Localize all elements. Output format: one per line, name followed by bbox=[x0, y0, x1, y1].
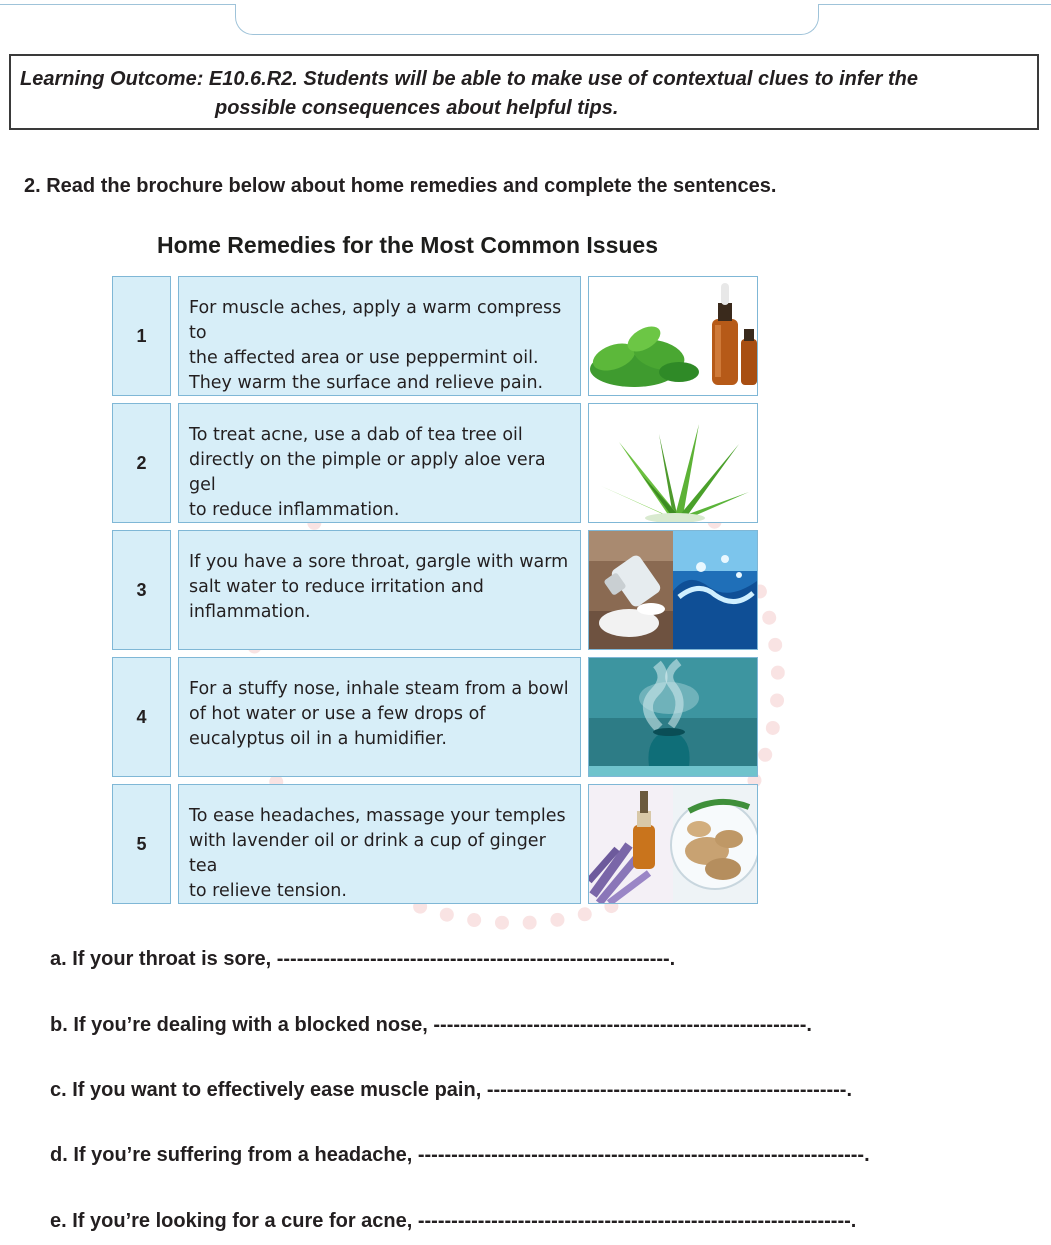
remedy-line: inflammation. bbox=[189, 602, 311, 622]
remedy-line: For a stuffy nose, inhale steam from a bowl bbox=[189, 679, 569, 699]
salt-water-image bbox=[588, 530, 758, 650]
completion-sentence-a[interactable]: a. If your throat is sore, -----------------------------------------------------------. bbox=[50, 948, 676, 970]
learning-outcome-line-1: Learning Outcome: E10.6.R2. Students will be able to make use of contextual clues to infer the bbox=[20, 68, 918, 90]
remedy-text bbox=[178, 276, 581, 396]
remedy-line: directly on the pimple or apply aloe vera gel bbox=[189, 450, 546, 495]
completion-sentence-b[interactable]: b. If you’re dealing with a blocked nose, --------------------------------------------------------. bbox=[50, 1014, 812, 1036]
remedy-row-4 bbox=[112, 657, 758, 777]
lavender-ginger-image bbox=[588, 784, 758, 904]
remedy-number: 5 bbox=[112, 784, 171, 904]
remedy-row-3 bbox=[112, 530, 758, 650]
remedy-text bbox=[178, 403, 581, 523]
remedy-line: eucalyptus oil in a humidifier. bbox=[189, 729, 447, 749]
remedy-line: to relieve tension. bbox=[189, 881, 347, 901]
humidifier-image bbox=[588, 657, 758, 777]
learning-outcome-box bbox=[9, 54, 1039, 130]
remedy-line: of hot water or use a few drops of bbox=[189, 704, 486, 724]
remedy-line: to reduce inflammation. bbox=[189, 500, 400, 520]
remedy-line: salt water to reduce irritation and bbox=[189, 577, 484, 597]
learning-outcome-line-2: possible consequences about helpful tips. bbox=[215, 97, 619, 119]
remedy-number: 3 bbox=[112, 530, 171, 650]
remedy-line: To treat acne, use a dab of tea tree oil bbox=[189, 425, 523, 445]
header-tab bbox=[235, 4, 819, 35]
remedy-number: 1 bbox=[112, 276, 171, 396]
remedy-text bbox=[178, 784, 581, 904]
remedy-line: the affected area or use peppermint oil. bbox=[189, 348, 539, 368]
remedy-line: For muscle aches, apply a warm compress to bbox=[189, 298, 562, 343]
remedy-text bbox=[178, 657, 581, 777]
remedy-row-2 bbox=[112, 403, 758, 523]
remedy-row-1 bbox=[112, 276, 758, 396]
remedy-line: If you have a sore throat, gargle with warm bbox=[189, 552, 569, 572]
completion-sentence-d[interactable]: d. If you’re suffering from a headache, -------------------------------------------------------------------. bbox=[50, 1144, 870, 1166]
remedy-line: To ease headaches, massage your temples bbox=[189, 806, 566, 826]
remedy-row-5 bbox=[112, 784, 758, 904]
remedy-line: with lavender oil or drink a cup of ginger tea bbox=[189, 831, 546, 876]
peppermint-oil-image bbox=[588, 276, 758, 396]
remedy-text bbox=[178, 530, 581, 650]
aloe-vera-image bbox=[588, 403, 758, 523]
brochure-title: Home Remedies for the Most Common Issues bbox=[157, 232, 658, 258]
remedy-line: They warm the surface and relieve pain. bbox=[189, 373, 544, 393]
completion-sentence-e[interactable]: e. If you’re looking for a cure for acne, -----------------------------------------------------------------. bbox=[50, 1210, 857, 1232]
remedy-number: 4 bbox=[112, 657, 171, 777]
remedy-number: 2 bbox=[112, 403, 171, 523]
completion-sentence-c[interactable]: c. If you want to effectively ease muscle pain, ------------------------------------------------------. bbox=[50, 1079, 853, 1101]
instruction: 2. Read the brochure below about home remedies and complete the sentences. bbox=[24, 175, 777, 197]
